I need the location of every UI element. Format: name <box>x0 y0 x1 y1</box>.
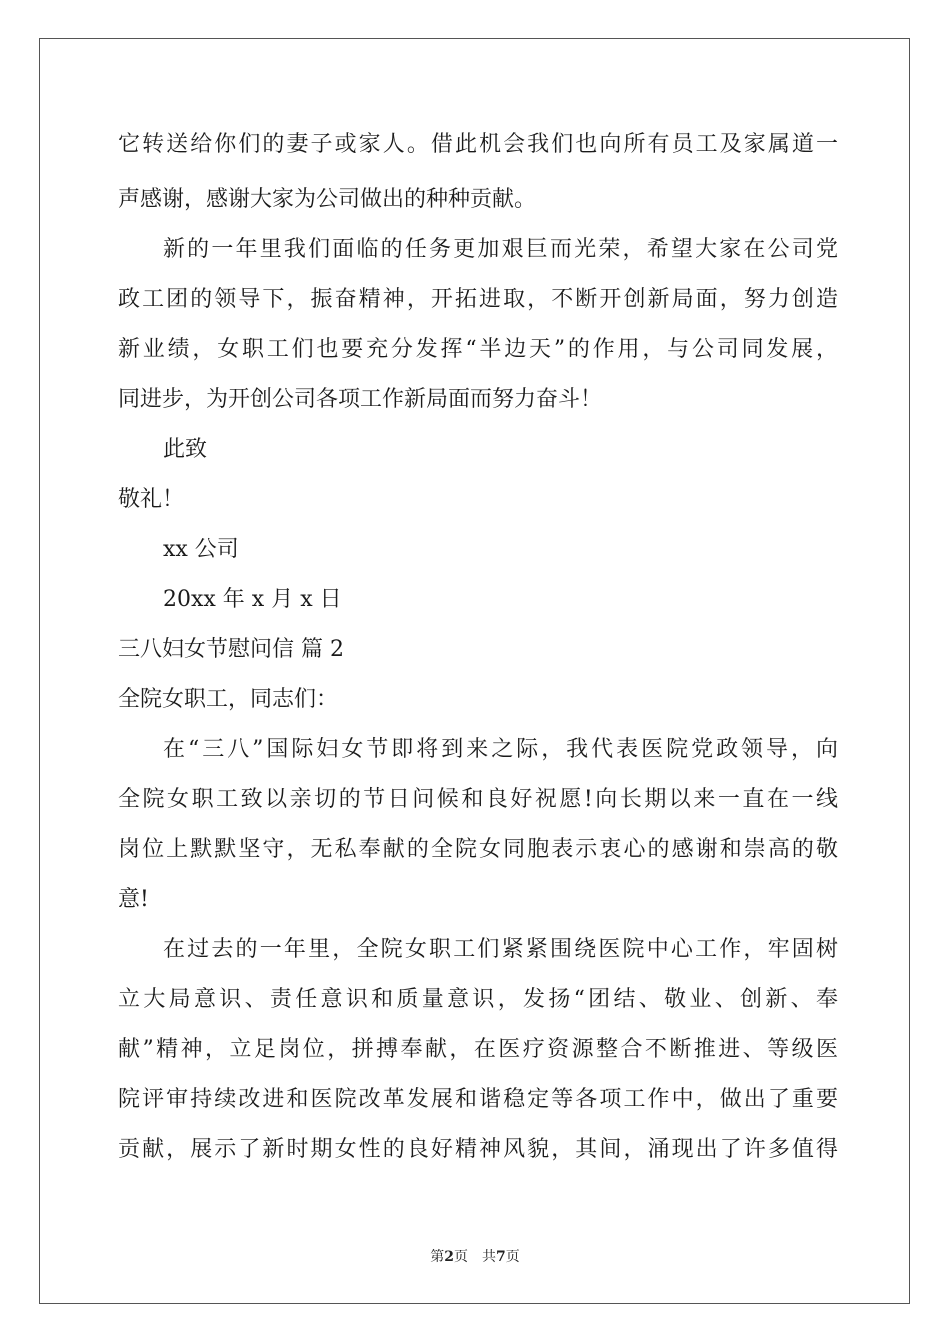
signature-company: xx 公司 <box>163 537 239 562</box>
text-line: 全院女职工致以亲切的节日问候和良好祝愿!向长期以来一直在一线 <box>118 787 838 812</box>
text-line: 新的一年里我们面临的任务更加艰巨而光荣，希望大家在公司党 <box>163 237 838 262</box>
footer-total-prefix: 共 <box>482 1249 496 1265</box>
page-footer <box>0 1246 950 1266</box>
closing-regards: 敬礼！ <box>118 487 185 512</box>
text-line: 意! <box>118 887 149 912</box>
greeting-line: 全院女职工，同志们： <box>118 687 339 712</box>
closing-salutation: 此致 <box>163 437 208 462</box>
text-line: 它转送给你们的妻子或家人。借此机会我们也向所有员工及家属道一 <box>118 132 838 157</box>
text-line: 声感谢，感谢大家为公司做出的种种贡献。 <box>118 187 537 212</box>
footer-page-number: 2 <box>444 1249 454 1265</box>
text-line: 政工团的领导下，振奋精神，开拓进取，不断开创新局面，努力创造 <box>118 287 838 312</box>
text-line: 新业绩，女职工们也要充分发挥“半边天”的作用，与公司同发展， <box>118 337 838 362</box>
footer-prefix: 第 <box>430 1249 445 1265</box>
text-line: 在“三八”国际妇女节即将到来之际，我代表医院党政领导，向 <box>163 737 838 762</box>
footer-page-suffix: 页 <box>454 1249 468 1265</box>
text-line: 在过去的一年里，全院女职工们紧紧围绕医院中心工作，牢固树 <box>163 937 838 962</box>
text-line: 献”精神，立足岗位，拼搏奉献，在医疗资源整合不断推进、等级医 <box>118 1037 838 1062</box>
section-heading: 三八妇女节慰问信 篇 2 <box>118 637 344 662</box>
text-line: 贡献，展示了新时期女性的良好精神风貌，其间，涌现出了许多值得 <box>118 1137 838 1162</box>
text-line: 院评审持续改进和医院改革发展和谐稳定等各项工作中，做出了重要 <box>118 1087 838 1112</box>
footer-total-pages: 7 <box>496 1249 506 1265</box>
text-line: 立大局意识、责任意识和质量意识，发扬“团结、敬业、创新、奉 <box>118 987 838 1012</box>
footer-total-suffix: 页 <box>505 1249 520 1265</box>
text-line: 同进步，为开创公司各项工作新局面而努力奋斗！ <box>118 387 603 412</box>
text-line: 岗位上默默坚守，无私奉献的全院女同胞表示衷心的感谢和崇高的敬 <box>118 837 838 862</box>
signature-date: 20xx 年 x 月 x 日 <box>163 587 342 612</box>
